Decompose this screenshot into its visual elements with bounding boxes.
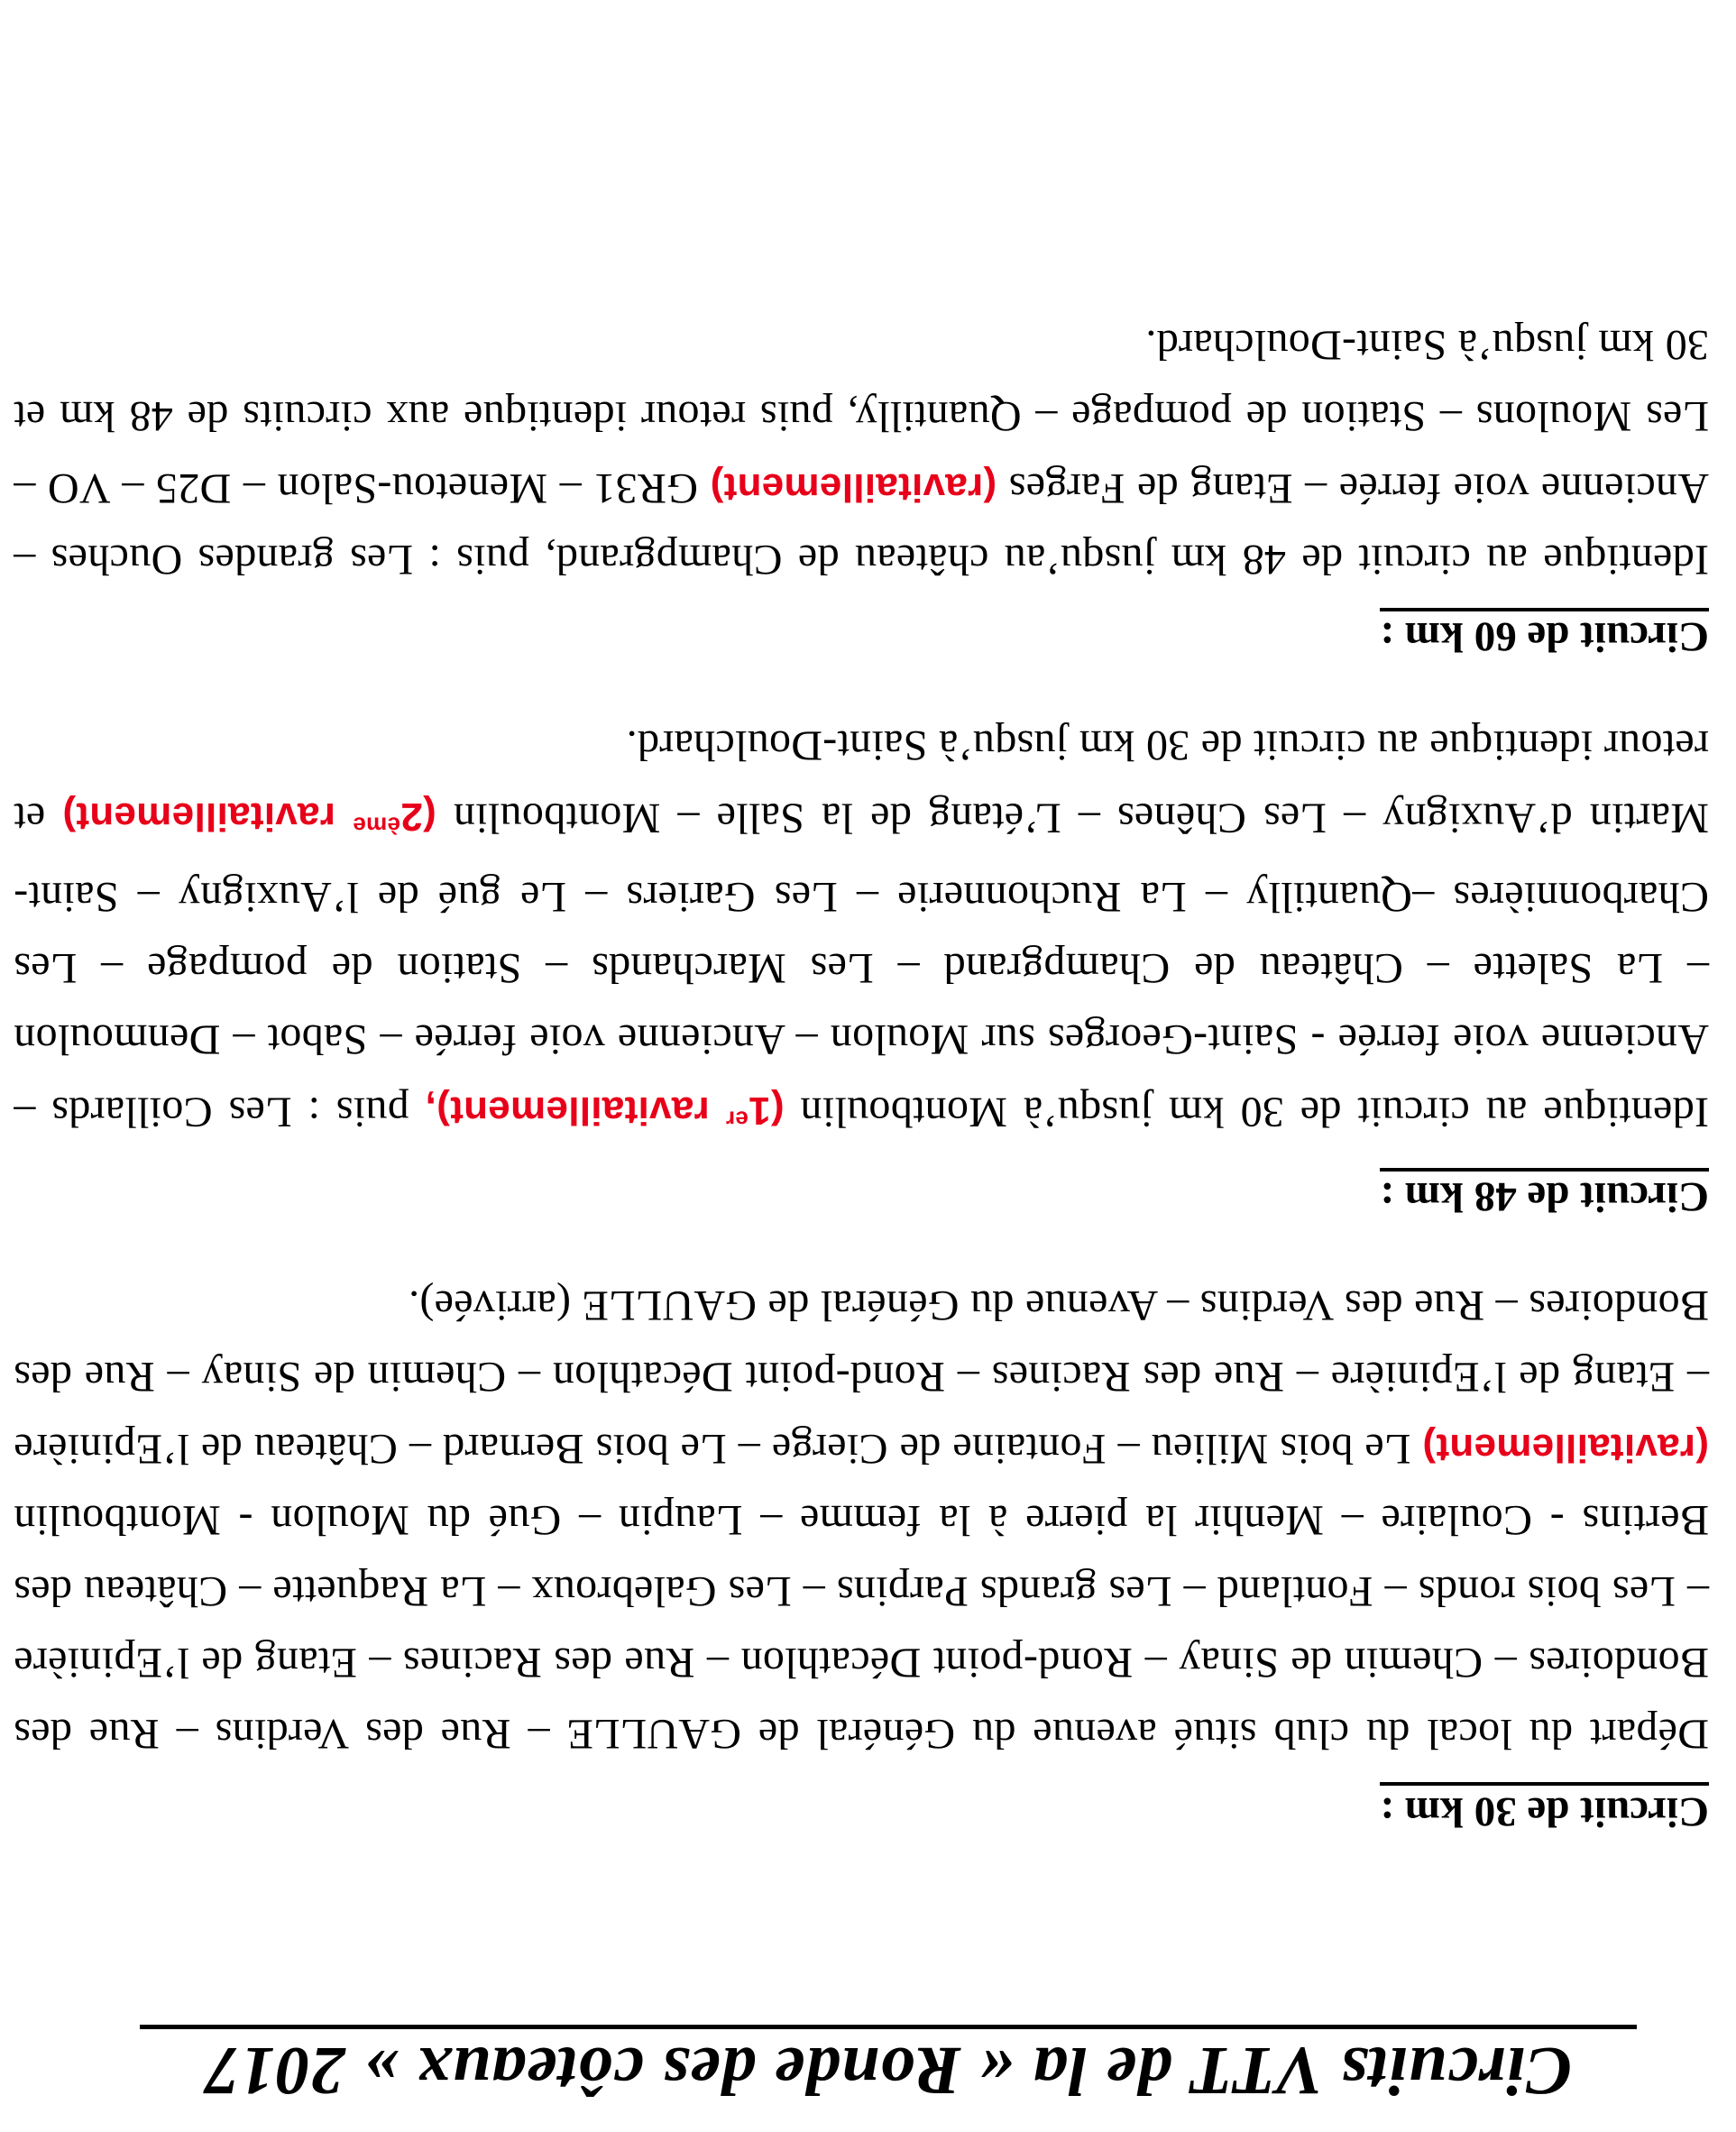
circuit-30km-text-end: Le bois Milieu – Fontaine de Cierge – Le bois Bernard – Château de l’Epinière – Etang de l’Epinière – Rue des Racines – Rond-point Décathlon – Chemin de Sinay – Rue des Bondoires – Rue des Verdins – Avenue du Général de GAULLE (arrivée). [14,1282,1709,1474]
circuit-60km-description [14,309,1709,595]
ravitaillement-marker: (ravitaillement) [1422,1426,1709,1471]
section-circuit-60km [14,309,1709,660]
second-ravitaillement-marker: (2ème ravitaillement) [62,795,436,840]
circuit-48km-description [14,710,1709,1154]
circuit-60km-text-start: Identique au circuit de 48 km jusqu’au château de Champgrand, puis : Les grandes Ouches – Ancienne voie ferrée – Etang de Farges [14,464,1709,584]
circuit-48km-text-start: Identique au circuit de 30 km jusqu’à Montboulin [800,1087,1709,1135]
document-title: Circuits VTT de la « Ronde des côteaux » 2017 [204,2033,1573,2109]
title-block [140,2025,1637,2109]
section-heading-30km: Circuit de 30 km : [1380,1782,1709,1834]
document-body [14,309,1709,1834]
circuit-48km-text-end: et retour identique au circuit de 30 km jusqu’à Saint-Doulchard. [14,721,1709,842]
ravitaillement-marker: (ravitaillement) [710,464,997,510]
section-heading-60km: Circuit de 60 km : [1380,608,1709,660]
first-ravitaillement-marker: (1er ravitaillement), [425,1088,785,1134]
section-heading-48km: Circuit de 48 km : [1380,1168,1709,1220]
circuit-60km-text-end: GR31 – Menetou-Salon – D25 – VO – Les Moulons – Station de pompage – Quantilly, puis retour identique aux circuits de 48 km et 30 km jusqu’à Saint-Doulchard. [14,320,1709,512]
circuit-30km-text-start: Départ du local du club situé avenue du Général de GAULLE – Rue des Verdins – Rue des Bondoires – Chemin de Sinay – Rond-point Décathlon – Rue des Racines – Etang de l’Epinière – Les bois ronds – Fontland – Les grands Parpins – Les Galebroux – La Raquette – Château des Bertins - Coulaire – Menhir la pierre à la femme – Laupin – Gué du Moulon - Montboulin [14,1496,1709,1759]
title-underline [140,2025,1637,2029]
section-circuit-48km [14,710,1709,1219]
circuit-30km-description [14,1270,1709,1769]
section-circuit-30km [14,1270,1709,1834]
circuit-48km-text-middle: puis : Les Coillards – Ancienne voie ferrée - Saint-Georges sur Moulon – Ancienne voie ferrée – Sabot – Denmoulon – La Salette – Château de Champgrand – Les Marchands – Station de pompage – Les Charbonnières –Quantilly – La Ruchonnerie – Les Gariers – Le gué de l’Auxigny – Saint-Martin d’Auxigny – Les Chênes – L’étang de la Salle – Montboulin [14,794,1709,1135]
